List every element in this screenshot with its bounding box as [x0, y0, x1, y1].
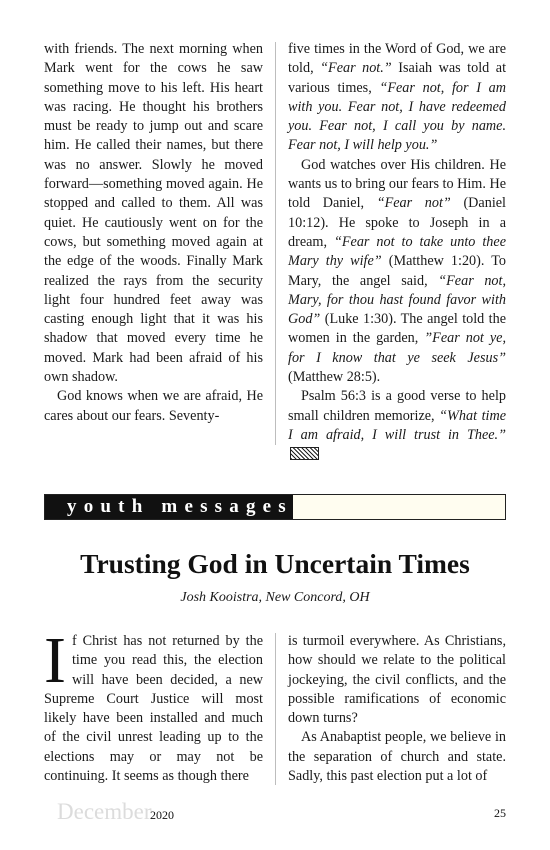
- article-paragraph: As Anabaptist people, we believe in the separation of church and state. Sadly, this past election put a lot of: [288, 729, 506, 785]
- section-banner-label: youth messages: [45, 495, 293, 519]
- article-column-left: [44, 624, 263, 786]
- end-of-article-icon: [290, 447, 319, 460]
- story-paragraph: God watches over His children. He wants us to bring our fears to Him. He told Daniel, “Fear not” (Daniel 10:12). He spoke to Joseph in a dream, “Fear not to take unto thee Mary thy wife” (Matthew 1:20). To Mary, the angel said, “Fear not, Mary, for thou hast found favor with God” (Luke 1:30). The angel told the women in the garden, ”Fear not ye, for I know that ye seek Jesus” (Matthew 28:5).: [288, 156, 507, 386]
- article-byline: Josh Kooistra, New Concord, OH: [180, 590, 370, 605]
- footer-month: December: [57, 799, 152, 824]
- article-paragraph: If Christ has not returned by the time you read this, the election will have been decided, a new Supreme Court Justice will most likely have been installed and much of the civil unrest leading up to the elections may or may not be continuing. It seems as though there: [44, 624, 263, 785]
- page-number: 25: [494, 806, 506, 820]
- story-column-left: [44, 40, 263, 426]
- article-paragraph: is turmoil everywhere. As Christians, how should we relate to the political jockeying, the civil conflicts, and the possible ramifications of economic down turns?: [288, 633, 506, 727]
- story-paragraph: God knows when we are afraid, He cares about our fears. Seventy-: [44, 388, 263, 424]
- story-column-right: [288, 40, 506, 465]
- footer-year: 2020: [150, 808, 174, 822]
- story-paragraph: with friends. The next morning when Mark went for the cows he saw something move to his left. His heart was racing. He thought his brothers must be ready to jump out and scare him. He called their names, but there was no answer. Slowly he moved forward—something moved again. He stopped and called to them. All was quiet. He cautiously went on for the cows, but something moved again at the edge of the woods. Finally Mark realized the rays from the security light four hundred feet away was casting enough light that it was his shadow that moved every time he moved. Mark had been afraid of his own shadow.: [44, 41, 263, 386]
- section-banner: [44, 494, 506, 520]
- column-divider: [275, 42, 276, 445]
- article-title: Trusting God in Uncertain Times: [80, 548, 470, 579]
- story-paragraph: five times in the Word of God, we are told, “Fear not.” Isaiah was told at various times, “Fear not, for I am with you. Fear not, I have redeemed you. Fear not, I call you by name. Fear not, I will help you.”: [288, 41, 507, 154]
- column-divider: [275, 633, 276, 785]
- drop-cap: I: [44, 624, 66, 697]
- article-column-right: [288, 632, 506, 786]
- story-paragraph: Psalm 56:3 is a good verse to help small children memorize, “What time I am afraid, I will trust in Thee.”: [288, 387, 506, 464]
